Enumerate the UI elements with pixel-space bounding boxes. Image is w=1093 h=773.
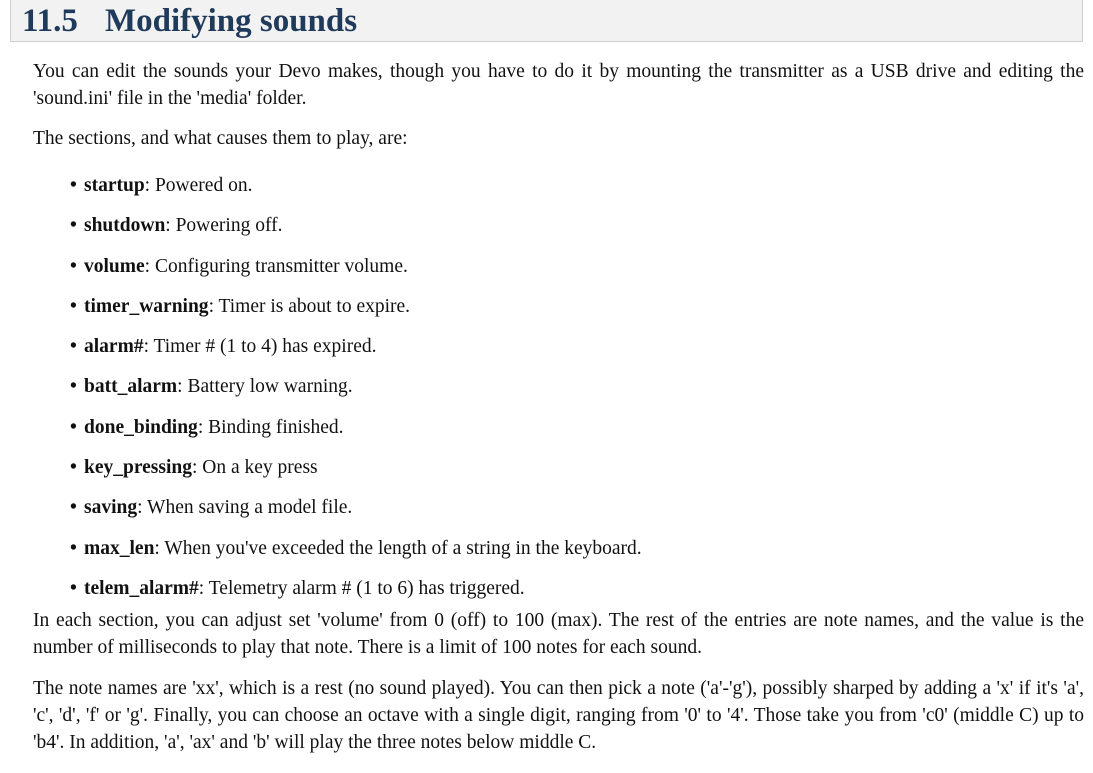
bullet-icon: • bbox=[70, 295, 77, 317]
list-item bbox=[70, 212, 642, 252]
section-description: : When you've exceeded the length of a string in the keyboard. bbox=[154, 537, 642, 559]
bullet-icon: • bbox=[70, 215, 77, 237]
bullet-icon: • bbox=[70, 457, 77, 479]
section-description: : On a key press bbox=[192, 457, 318, 479]
list-item bbox=[70, 293, 642, 333]
bullet-icon: • bbox=[70, 255, 77, 277]
list-item bbox=[70, 172, 642, 212]
list-item bbox=[70, 414, 642, 454]
section-key: telem_alarm# bbox=[84, 577, 199, 599]
bullet-icon: • bbox=[70, 376, 77, 398]
section-key: shutdown bbox=[84, 215, 166, 237]
section-heading bbox=[22, 2, 357, 40]
section-key: volume bbox=[84, 255, 145, 277]
bullet-icon: • bbox=[70, 175, 77, 196]
section-title: Modifying sounds bbox=[104, 3, 358, 39]
list-item bbox=[70, 253, 642, 293]
section-number: 11.5 bbox=[22, 3, 78, 39]
list-item bbox=[70, 535, 642, 575]
section-description: : Timer is about to expire. bbox=[208, 295, 411, 317]
section-description: : Powering off. bbox=[165, 215, 283, 237]
section-key: batt_alarm bbox=[84, 376, 178, 398]
section-key: timer_warning bbox=[84, 295, 209, 317]
list-item bbox=[70, 373, 642, 413]
sections-intro-paragraph: The sections, and what causes them to play, are: bbox=[33, 128, 408, 149]
bullet-icon: • bbox=[70, 416, 77, 438]
sound-sections-list bbox=[70, 172, 642, 615]
section-key: alarm# bbox=[84, 336, 144, 358]
section-description: : When saving a model file. bbox=[137, 497, 353, 519]
list-item bbox=[70, 494, 642, 534]
section-key: max_len bbox=[84, 537, 155, 559]
section-description: : Configuring transmitter volume. bbox=[144, 255, 408, 277]
note-names-paragraph: The note names are 'xx', which is a rest (no sound played). You can then pick a note ('a'-'g'), possibly sharped by adding a 'x' if it's 'a', 'c', 'd', 'f' or 'g'. Finally, you can choose an octave with a single digit, ranging from '0' to '4'. Those take you from 'c0' (middle C) up to 'b4'. In addition, 'a', 'ax' and 'b' will play the three notes below middle C. bbox=[33, 678, 1084, 753]
bullet-icon: • bbox=[70, 497, 77, 519]
bullet-icon: • bbox=[70, 336, 77, 358]
bullet-icon: • bbox=[70, 577, 77, 599]
section-key: startup bbox=[84, 175, 145, 196]
section-key: done_binding bbox=[84, 416, 198, 438]
section-description: : Binding finished. bbox=[197, 416, 344, 438]
section-description: : Timer # (1 to 4) has expired. bbox=[143, 336, 377, 358]
intro-paragraph: You can edit the sounds your Devo makes, though you have to do it by mounting the transmitter as a USB drive and editing the 'sound.ini' file in the 'media' folder. bbox=[33, 61, 1084, 109]
volume-info-paragraph: In each section, you can adjust set 'volume' from 0 (off) to 100 (max). The rest of the entries are note names, and the value is the number of milliseconds to play that note. There is a limit of 100 notes for each sound. bbox=[33, 610, 1084, 658]
section-description: : Telemetry alarm # (1 to 6) has triggered. bbox=[198, 577, 525, 599]
section-key: key_pressing bbox=[84, 457, 192, 479]
bullet-icon: • bbox=[70, 537, 77, 559]
list-item bbox=[70, 454, 642, 494]
list-item bbox=[70, 333, 642, 373]
section-description: : Powered on. bbox=[144, 175, 253, 196]
section-key: saving bbox=[84, 497, 138, 519]
section-description: : Battery low warning. bbox=[177, 376, 353, 398]
